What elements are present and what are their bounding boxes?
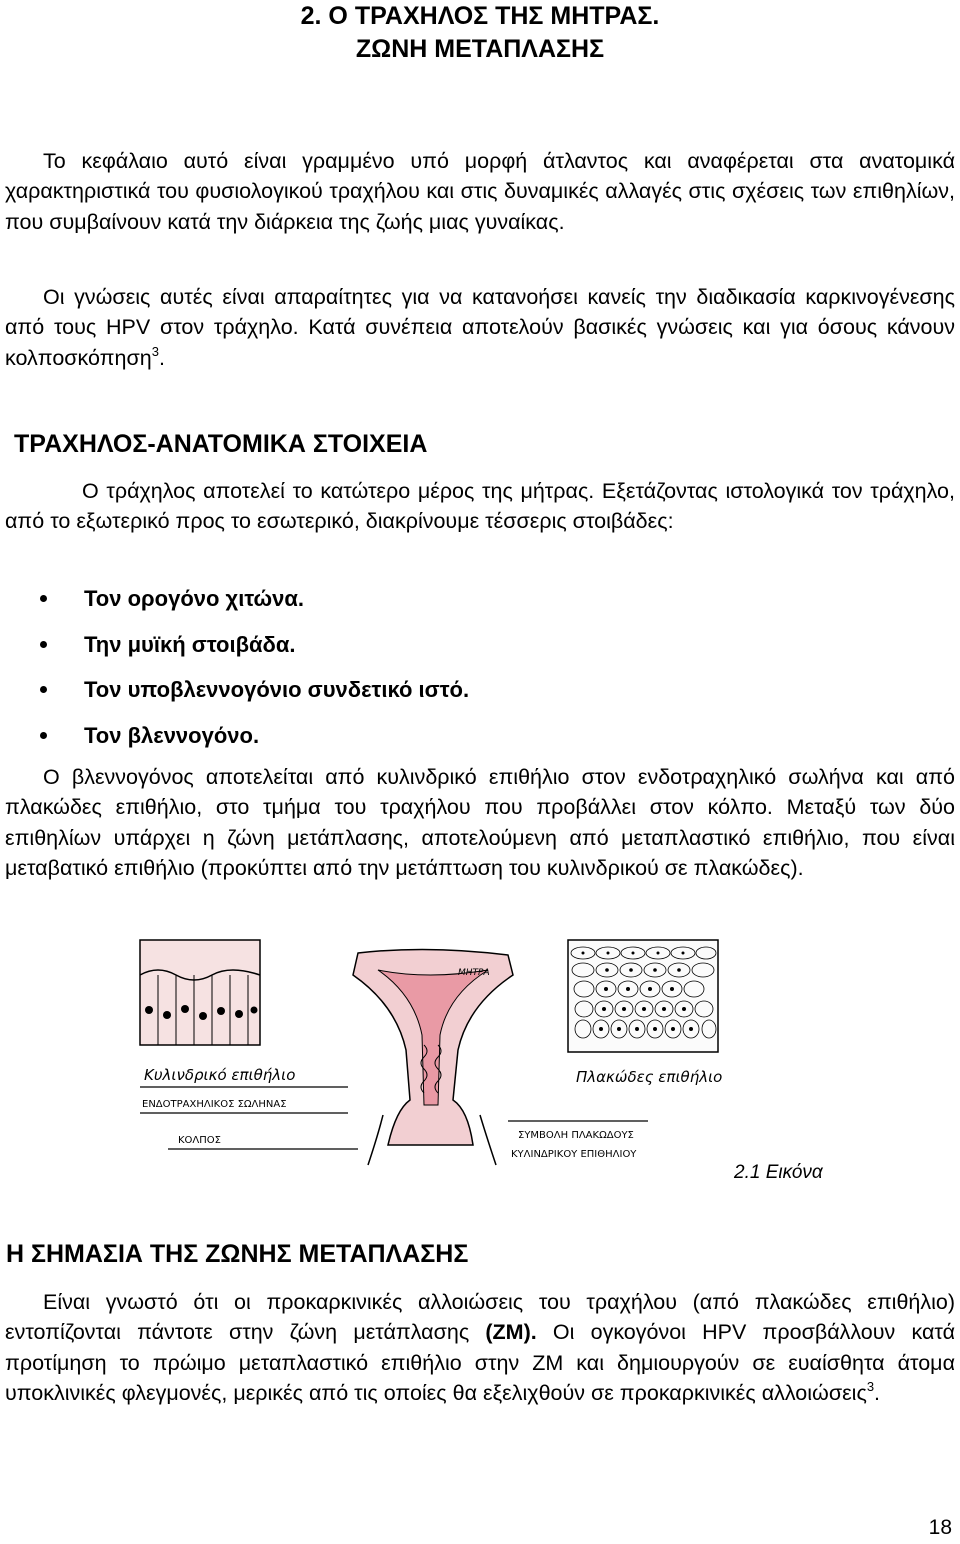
label-vagina: ΚΟΛΠΟΣ [178,1135,221,1146]
chapter-title-line-2: ΖΩΝΗ ΜΕΤΑΠΛΑΣΗΣ [355,35,605,63]
tz-paragraph-end: . [874,1380,881,1405]
intro-paragraph-2 [5,282,955,373]
squamous-epithelium-illustration [568,940,718,1052]
list-item: Τον υποβλεννογόνιο συνδετικό ιστό. [38,673,469,719]
section-heading-transformation-zone: Η ΣΗΜΑΣΙΑ ΤΗΣ ΖΩΝΗΣ ΜΕΤΑΠΛΑΣΗΣ [6,1240,469,1268]
label-junction-line-1: ΣΥΜΒΟΛΗ ΠΛΑΚΩΔΟΥΣ [518,1130,634,1141]
tz-paragraph-text-a: Είναι γνωστό ότι οι προκαρκινικές αλλοιώσεις του τραχήλου (από πλακώδες επιθήλιο) εντοπίζονται πάντοτε στην ζώνη μετάπλασης [5,1290,955,1345]
intro-paragraph-2-end: . [158,345,165,370]
anatomy-paragraph-1: Ο τράχηλος αποτελεί το κατώτερο μέρος της μήτρας. Εξετάζοντας ιστολογικά τον τράχηλο, από το εξωτερικό προς το εσωτερικό, διακρίνουμε τέσσερις στοιβάδες: [5,479,955,534]
label-columnar-epithelium: Κυλινδρικό επιθήλιο [144,1066,296,1084]
list-item: Την μυϊκή στοιβάδα. [38,628,469,674]
list-item: Τον ορογόνο χιτώνα. [38,582,469,628]
anatomy-paragraph-2: Ο βλεννογόνος αποτελείται από κυλινδρικό επιθήλιο στον ενδοτραχηλικό σωλήνα και από πλακώδες επιθήλιο, στο τμήμα του τραχήλου που προβάλλει στον κόλπο. Μεταξύ των δύο επιθηλίων υπάρχει η ζώνη μετάπλασης, αποτελούμενη από μεταπλαστικό επιθήλιο, που είναι μεταβατικό επιθήλιο (προκύπτει από την μετάπτωση του κυλινδρικού σε πλακώδες). [5,765,955,880]
page-number: 18 [928,1516,952,1539]
label-endocervical-canal: ΕΝΔΟΤΡΑΧΗΛΙΚΟΣ ΣΩΛΗΝΑΣ [142,1099,287,1110]
transformation-zone-paragraph [5,1287,955,1408]
intro-paragraph-2-text: Οι γνώσεις αυτές είναι απαραίτητες για να κατανοήσει κανείς την διαδικασία καρκινογένεσης από τους HPV στον τράχηλο. Κατά συνέπεια αποτελούν βασικές γνώσεις και για όσους κάνουν κολποσκόπηση [5,285,955,370]
figure-caption: 2.1 Εικόνα [734,1162,823,1183]
layers-list [38,582,469,764]
cervix-diagram [128,935,728,1167]
intro-paragraph-1 [5,146,955,237]
label-squamous-epithelium: Πλακώδες επιθήλιο [576,1068,723,1086]
label-uterus: ΜΗΤΡΑ [458,968,490,978]
tz-paragraph-text-b: Οι ογκογόνοι HPV προσβάλλουν κατά προτίμηση το πρώιμο μεταπλαστικό επιθήλιο στην ΖΜ και δημιουργούν σε ευαίσθητα άτομα υποκλινικές φλεγμονές, μερικές από τις οποίες θα εξελιχθούν σε προκαρκινικές αλλοιώσεις [5,1320,956,1405]
columnar-epithelium-illustration [140,940,260,1045]
list-item: Τον βλεννογόνο. [38,719,469,765]
section-heading-anatomy: ΤΡΑΧΗΛΟΣ-ΑΝΑΤΟΜΙΚΑ ΣΤΟΙΧΕΙΑ [14,430,428,458]
citation-superscript: 3 [866,1378,875,1394]
label-junction-line-2: ΚΥΛΙΝΔΡΙΚΟΥ ΕΠΙΘΗΛΙΟΥ [511,1149,637,1160]
citation-superscript: 3 [151,343,159,359]
intro-paragraph-1-text: Το κεφάλαιο αυτό είναι γραμμένο υπό μορφή άτλαντος και αναφέρεται στα ανατομικά χαρακτηριστικά του φυσιολογικού τραχήλου και στις δυναμικές αλλαγές στις σχέσεις των επιθηλίων, που συμβαίνουν κατά την διάρκεια της ζωής μιας γυναίκας. [5,149,955,234]
tz-abbreviation: (ΖΜ). [485,1320,537,1345]
chapter-title-line-1: 2. Ο ΤΡΑΧΗΛΟΣ ΤΗΣ ΜΗΤΡΑΣ. [300,2,660,30]
